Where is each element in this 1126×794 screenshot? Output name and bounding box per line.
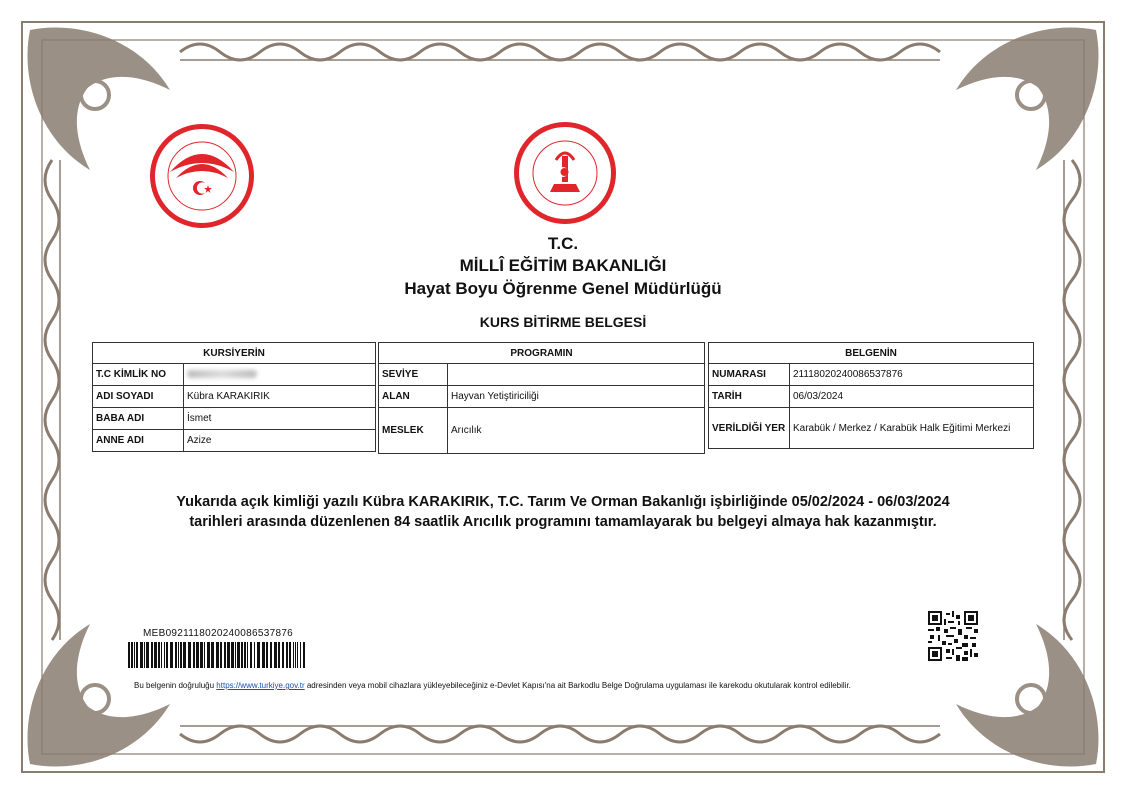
barcode-bar [207, 642, 210, 668]
barcode-bar [237, 642, 240, 668]
verification-note-end: adresinden veya mobil cihazlara yükleyebileceğiniz e-Devlet Kapısı'na ait Barkodlu Belge Doğrulama uygulaması ile karekodu okutularak kontrol edilebilir. [304, 681, 851, 690]
barcode-bar [183, 642, 186, 668]
barcode-bar [247, 642, 248, 668]
barcode-bar [289, 642, 291, 668]
level-value [448, 364, 705, 386]
barcode-bar [128, 642, 130, 668]
name-label: ADI SOYADI [93, 386, 184, 408]
mother-label: ANNE ADI [93, 430, 184, 452]
document-title: KURS BİTİRME BELGESİ [479, 314, 647, 330]
table-row [709, 364, 1034, 386]
barcode-bar [286, 642, 288, 668]
barcode-bar [266, 642, 268, 668]
barcode-bar [188, 642, 191, 668]
date-value: 06/03/2024 [790, 386, 1034, 408]
table-row [709, 408, 1034, 449]
barcode-bar [293, 642, 294, 668]
table-row [709, 386, 1034, 408]
ministry-name: MİLLÎ EĞİTİM BAKANLIĞI [459, 256, 667, 275]
barcode [128, 642, 308, 670]
field-value: Hayvan Yetiştiriciliği [448, 386, 705, 408]
barcode-bar [166, 642, 168, 668]
profession-value: Arıcılık [448, 408, 705, 454]
table-row [93, 364, 376, 386]
barcode-bar [211, 642, 214, 668]
barcode-bar [200, 642, 203, 668]
certificate-statement [98, 492, 1028, 532]
verification-note-start: Bu belgenin doğruluğu [134, 681, 217, 690]
table-row [379, 386, 705, 408]
name-value: Kübra KARAKIRIK [184, 386, 376, 408]
number-value: 21118020240086537876 [790, 364, 1034, 386]
barcode-bar [270, 642, 272, 668]
table-row [93, 408, 376, 430]
tc-value-redacted [184, 364, 376, 386]
number-label: NUMARASI [709, 364, 790, 386]
ministry-of-education-seal [512, 120, 618, 226]
certificate-heading: BELGENİN [709, 343, 1034, 364]
barcode-bar [220, 642, 222, 668]
barcode-bar [154, 642, 157, 668]
barcode-bar [178, 642, 179, 668]
barcode-bar [303, 642, 305, 668]
barcode-bar [278, 642, 280, 668]
barcode-bar [235, 642, 236, 668]
barcode-bar [244, 642, 246, 668]
barcode-bar [170, 642, 173, 668]
program-heading: PROGRAMIN [379, 343, 705, 364]
barcode-number: MEB092111802024008653787​6 [143, 628, 294, 639]
barcode-bar [257, 642, 260, 668]
trainee-table [92, 342, 376, 452]
place-value: Karabük / Merkez / Karabük Halk Eğitimi Merkezi [790, 408, 1034, 449]
barcode-bar [300, 642, 301, 668]
tc-label: T.C KİMLİK NO [93, 364, 184, 386]
barcode-bar [262, 642, 265, 668]
verification-note [134, 681, 851, 690]
barcode-bar [196, 642, 199, 668]
program-table [378, 342, 705, 454]
ministry-of-agriculture-seal [148, 122, 256, 230]
date-label: TARİH [709, 386, 790, 408]
barcode-bar [254, 642, 255, 668]
father-label: BABA ADI [93, 408, 184, 430]
barcode-bar [231, 642, 234, 668]
barcode-bar [164, 642, 165, 668]
barcode-bar [180, 642, 182, 668]
barcode-bar [193, 642, 195, 668]
qr-code[interactable] [928, 611, 978, 661]
barcode-bar [224, 642, 226, 668]
statement-line-2: tarihleri arasında düzenlenen 84 saatlik Arıcılık programını tamamlayarak bu belgeyi almaya hak kazanmıştır. [189, 514, 937, 530]
barcode-bar [151, 642, 153, 668]
barcode-bar [161, 642, 162, 668]
barcode-bar [140, 642, 143, 668]
statement-line-1: Yukarıda açık kimliği yazılı Kübra KARAKIRIK, T.C. Tarım Ve Orman Bakanlığı işbirliğinde 05/02/2024 - 06/03/2024 [176, 494, 950, 510]
barcode-bar [216, 642, 219, 668]
trainee-heading: KURSİYERİN [93, 343, 376, 364]
place-label: VERİLDİĞİ YER [709, 408, 790, 449]
barcode-bar [250, 642, 252, 668]
barcode-bar [146, 642, 149, 668]
mother-value: Azize [184, 430, 376, 452]
barcode-bar [144, 642, 145, 668]
barcode-bar [297, 642, 298, 668]
field-label: ALAN [379, 386, 448, 408]
barcode-bar [295, 642, 296, 668]
barcode-bar [136, 642, 138, 668]
barcode-bar [158, 642, 160, 668]
barcode-bar [241, 642, 243, 668]
table-row [93, 386, 376, 408]
barcode-bar [274, 642, 277, 668]
directorate-name: Hayat Boyu Öğrenme Genel Müdürlüğü [404, 279, 722, 298]
turkiye-gov-link[interactable]: https://www.turkiye.gov.tr [216, 681, 305, 690]
header-tc: T.C. [547, 234, 579, 253]
profession-label: MESLEK [379, 408, 448, 454]
barcode-bar [175, 642, 177, 668]
barcode-bar [131, 642, 133, 668]
father-value: İsmet [184, 408, 376, 430]
certificate-table [708, 342, 1034, 449]
level-label: SEVİYE [379, 364, 448, 386]
barcode-bar [227, 642, 230, 668]
table-row [93, 430, 376, 452]
table-row [379, 408, 705, 454]
barcode-bar [282, 642, 284, 668]
barcode-bar [204, 642, 205, 668]
table-row [379, 364, 705, 386]
barcode-bar [134, 642, 135, 668]
